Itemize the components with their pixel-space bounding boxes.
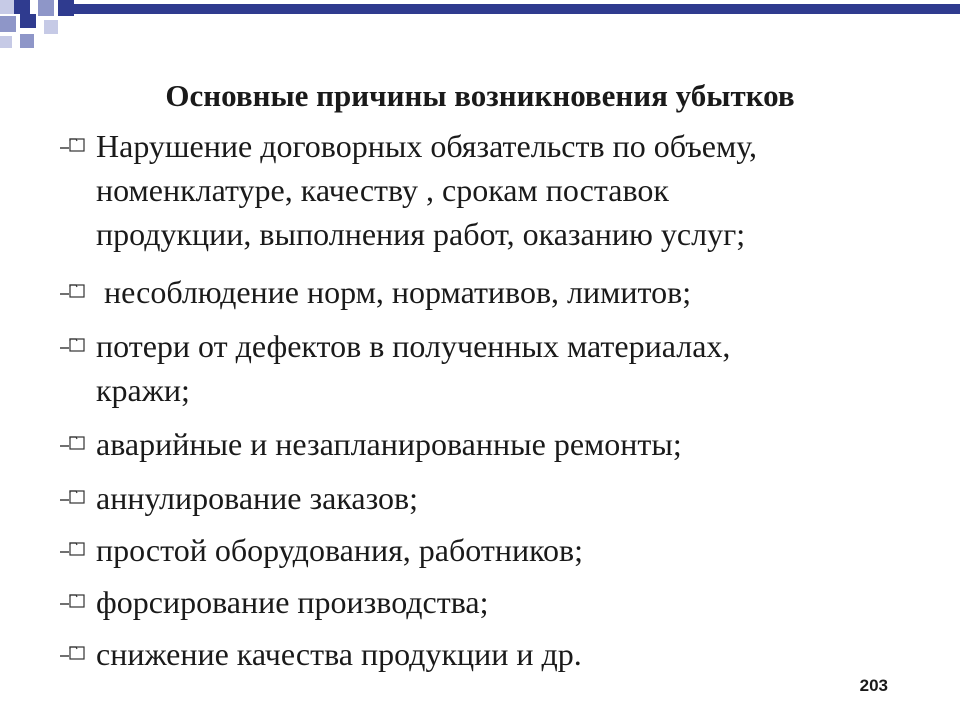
page-number: 203: [859, 676, 888, 695]
header-bar: [74, 4, 960, 14]
folder-bullet-icon: [58, 488, 88, 510]
list-item-text: аварийные и незапланированные ремонты;: [96, 426, 682, 462]
deco-square-light: [0, 36, 12, 48]
folder-bullet-icon: [58, 336, 88, 358]
deco-square-light: [0, 0, 14, 14]
list-item-text: Нарушение договорных обязательств по объему, номенклатуре, качеству , срокам поставок продукции, выполнения работ, оказанию услуг;: [96, 128, 757, 252]
list-item-text: простой оборудования, работников;: [96, 532, 584, 568]
folder-bullet-icon: [58, 540, 88, 562]
list-item-text: несоблюдение норм, нормативов, лимитов;: [96, 274, 692, 310]
deco-square-mid: [38, 0, 54, 16]
folder-bullet-icon: [58, 434, 88, 456]
deco-square-dark: [58, 0, 74, 16]
deco-square-dark: [20, 14, 36, 28]
deco-square-light: [44, 20, 58, 34]
folder-bullet-icon: [58, 592, 88, 614]
deco-square-dark: [14, 0, 30, 14]
list-item-text: потери от дефектов в полученных материалах, кражи;: [96, 328, 731, 408]
folder-bullet-icon: [58, 282, 88, 304]
slide-title: Основные причины возникновения убытков: [165, 78, 795, 113]
list-item-text: снижение качества продукции и др.: [96, 636, 582, 672]
folder-bullet-icon: [58, 136, 88, 158]
deco-square-mid: [0, 16, 16, 32]
folder-bullet-icon: [58, 644, 88, 666]
list-item-text: аннулирование заказов;: [96, 480, 419, 516]
header-decoration: [0, 0, 960, 60]
list-item-text: форсирование производства;: [96, 584, 489, 620]
deco-square-mid: [20, 34, 34, 48]
